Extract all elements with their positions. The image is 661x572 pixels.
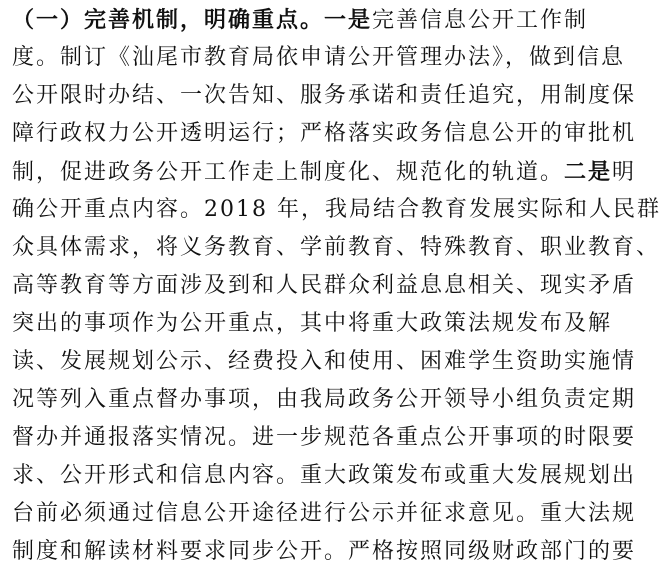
bold-text-run: （一）完善机制，明确重点。 bbox=[12, 7, 325, 33]
text-run: 求、公开形式和信息内容。重大政策发布或重大发展规划出 bbox=[12, 463, 637, 488]
text-line bbox=[12, 0, 589, 40]
text-line bbox=[12, 76, 637, 116]
text-run: 明 bbox=[612, 160, 637, 185]
text-run: 确公开重点内容。2018 年，我局结合教育发展实际和人民群 bbox=[12, 197, 661, 222]
text-line bbox=[12, 304, 613, 344]
text-run: 公开限时办结、一次告知、服务承诺和责任追究，用制度保 bbox=[12, 83, 637, 108]
text-run: 台前必须通过信息公开途径进行公示并征求意见。重大法规 bbox=[12, 501, 637, 526]
text-run: 完善信息公开工作制 bbox=[372, 8, 589, 33]
text-run: 障行政权力公开透明运行；严格落实政务信息公开的审批机 bbox=[12, 121, 637, 146]
text-line bbox=[12, 152, 637, 192]
text-line bbox=[12, 114, 637, 154]
text-run: 制度和解读材料要求同步公开。严格按照同级财政部门的要 bbox=[12, 539, 637, 564]
bold-text-run: 一是 bbox=[324, 7, 373, 33]
text-line bbox=[12, 342, 637, 382]
text-line bbox=[12, 190, 661, 230]
text-line bbox=[12, 266, 637, 306]
text-line bbox=[12, 532, 637, 572]
bold-text-run: 二是 bbox=[564, 159, 613, 185]
text-run: 突出的事项作为公开重点，其中将重大政策法规发布及解 bbox=[12, 311, 613, 336]
text-run: 读、发展规划公示、经费投入和使用、困难学生资助实施情 bbox=[12, 349, 637, 374]
text-line bbox=[12, 380, 637, 420]
text-run: 制，促进政务公开工作走上制度化、规范化的轨道。 bbox=[12, 160, 565, 185]
text-run: 度。制订《汕尾市教育局依申请公开管理办法》，做到信息 bbox=[12, 45, 626, 70]
text-run: 众具体需求，将义务教育、学前教育、特殊教育、职业教育、 bbox=[12, 235, 661, 260]
text-line bbox=[12, 228, 661, 268]
text-line bbox=[12, 494, 637, 534]
text-line bbox=[12, 456, 637, 496]
text-run: 督办并通报落实情况。进一步规范各重点公开事项的时限要 bbox=[12, 425, 637, 450]
text-run: 况等列入重点督办事项，由我局政务公开领导小组负责定期 bbox=[12, 387, 637, 412]
text-line bbox=[12, 418, 637, 458]
text-run: 高等教育等方面涉及到和人民群众利益息息相关、现实矛盾 bbox=[12, 273, 637, 298]
text-line bbox=[12, 38, 626, 78]
